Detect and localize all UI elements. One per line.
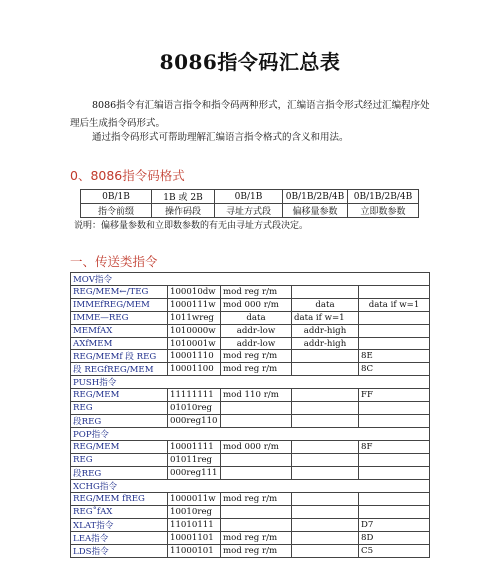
table-row bbox=[71, 544, 430, 557]
table-cell: 000reg110 bbox=[168, 415, 221, 428]
format-cell: 偏移量参数 bbox=[283, 204, 348, 218]
table-cell: 1000011w bbox=[168, 493, 221, 506]
table-cell: mod reg r/m bbox=[221, 286, 292, 299]
table-cell: AXfMEM bbox=[71, 337, 168, 350]
table-row bbox=[71, 505, 430, 518]
table-section-row bbox=[71, 273, 430, 286]
format-cell: 0B/1B/2B/4B bbox=[348, 190, 419, 204]
table-cell: 段REG bbox=[71, 415, 168, 428]
table-cell: 8F bbox=[359, 441, 430, 454]
table-cell: 段 REGfREG/MEM bbox=[71, 363, 168, 376]
table-cell: REG/MEM←/TEG bbox=[71, 286, 168, 299]
table-cell: REG/MEM bbox=[71, 389, 168, 402]
page-title: 8086指令码汇总表 bbox=[159, 50, 341, 74]
table-cell bbox=[221, 454, 292, 467]
table-cell: 1010000w bbox=[168, 324, 221, 337]
table-row bbox=[71, 518, 430, 531]
table-row bbox=[71, 286, 430, 299]
table-cell bbox=[292, 493, 359, 506]
table-cell bbox=[359, 311, 430, 324]
table-cell: 11000101 bbox=[168, 544, 221, 557]
table-cell: LEA指令 bbox=[71, 531, 168, 544]
table-cell: 10010reg bbox=[168, 505, 221, 518]
table-cell bbox=[221, 518, 292, 531]
table-cell: C5 bbox=[359, 544, 430, 557]
table-cell bbox=[292, 402, 359, 415]
table-cell bbox=[292, 350, 359, 363]
table-cell bbox=[359, 454, 430, 467]
table-cell: 100010dw bbox=[168, 286, 221, 299]
instruction-format-table bbox=[80, 189, 419, 218]
format-cell: 寻址方式段 bbox=[215, 204, 283, 218]
table-cell: data bbox=[292, 298, 359, 311]
table-cell: 01011reg bbox=[168, 454, 221, 467]
table-cell bbox=[359, 505, 430, 518]
table-cell bbox=[359, 286, 430, 299]
table-cell: mod reg r/m bbox=[221, 531, 292, 544]
table-cell bbox=[292, 531, 359, 544]
format-cell: 立即数参数 bbox=[348, 204, 419, 218]
table-section-row bbox=[71, 376, 430, 389]
table-cell bbox=[221, 402, 292, 415]
table-cell: REG/MEM fREG bbox=[71, 493, 168, 506]
table-cell: mod reg r/m bbox=[221, 544, 292, 557]
table-cell: 11111111 bbox=[168, 389, 221, 402]
table-section-row bbox=[71, 480, 430, 493]
table-cell bbox=[359, 493, 430, 506]
format-row-size bbox=[81, 190, 419, 204]
table-cell: REG/MEMf 段 REG bbox=[71, 350, 168, 363]
table-cell: XLAT指令 bbox=[71, 518, 168, 531]
table-cell: addr-high bbox=[292, 337, 359, 350]
table-cell bbox=[359, 337, 430, 350]
table-cell bbox=[221, 415, 292, 428]
table-row bbox=[71, 363, 430, 376]
intro-paragraph-1: 8086指令有汇编语言指令和指令码两种形式，汇编语言指令形式经过汇编程序处理后生成指令码形式。 bbox=[70, 100, 430, 129]
table-cell bbox=[292, 467, 359, 480]
format-cell: 0B/1B bbox=[215, 190, 283, 204]
table-cell bbox=[292, 389, 359, 402]
table-cell bbox=[292, 363, 359, 376]
table-cell: IMMEfREG/MEM bbox=[71, 298, 168, 311]
format-cell: 指令前缀 bbox=[81, 204, 152, 218]
table-cell: data if w=1 bbox=[292, 311, 359, 324]
table-cell: 10001100 bbox=[168, 363, 221, 376]
table-cell bbox=[292, 286, 359, 299]
table-cell: 1000111w bbox=[168, 298, 221, 311]
section-label: XCHG指令 bbox=[71, 480, 430, 493]
table-row bbox=[71, 531, 430, 544]
table-cell: 10001110 bbox=[168, 350, 221, 363]
table-cell bbox=[292, 505, 359, 518]
format-cell: 操作码段 bbox=[152, 204, 215, 218]
table-section-row bbox=[71, 428, 430, 441]
table-row bbox=[71, 389, 430, 402]
table-cell: addr-low bbox=[221, 337, 292, 350]
section-heading-format: 0、8086指令码格式 bbox=[70, 168, 185, 183]
table-row bbox=[71, 298, 430, 311]
table-cell: 段REG bbox=[71, 467, 168, 480]
table-row bbox=[71, 467, 430, 480]
table-cell bbox=[292, 415, 359, 428]
table-row bbox=[71, 441, 430, 454]
table-row bbox=[71, 311, 430, 324]
table-cell: addr-low bbox=[221, 324, 292, 337]
table-cell: 10001101 bbox=[168, 531, 221, 544]
format-cell: 0B/1B/2B/4B bbox=[283, 190, 348, 204]
table-cell bbox=[221, 467, 292, 480]
table-cell: REG/MEM bbox=[71, 441, 168, 454]
section-label: POP指令 bbox=[71, 428, 430, 441]
format-note: 说明：偏移量参数和立即数参数的有无由寻址方式段决定。 bbox=[74, 221, 309, 231]
table-cell bbox=[221, 505, 292, 518]
table-cell: mod reg r/m bbox=[221, 363, 292, 376]
table-cell: mod 000 r/m bbox=[221, 298, 292, 311]
format-cell: 1B 或 2B bbox=[152, 190, 215, 204]
table-cell: mod 000 r/m bbox=[221, 441, 292, 454]
table-row bbox=[71, 337, 430, 350]
table-cell bbox=[359, 324, 430, 337]
table-row bbox=[71, 402, 430, 415]
table-cell: 8D bbox=[359, 531, 430, 544]
table-cell: 11010111 bbox=[168, 518, 221, 531]
table-cell bbox=[292, 518, 359, 531]
table-cell: LDS指令 bbox=[71, 544, 168, 557]
table-cell: mod reg r/m bbox=[221, 350, 292, 363]
table-row bbox=[71, 493, 430, 506]
section-heading-transfer: 一、传送类指令 bbox=[70, 254, 158, 269]
format-row-field bbox=[81, 204, 419, 218]
table-row bbox=[71, 350, 430, 363]
table-cell: D7 bbox=[359, 518, 430, 531]
table-cell: mod 110 r/m bbox=[221, 389, 292, 402]
table-cell bbox=[359, 467, 430, 480]
format-cell: 0B/1B bbox=[81, 190, 152, 204]
transfer-instruction-table bbox=[70, 272, 430, 558]
table-cell: 1011wreg bbox=[168, 311, 221, 324]
table-cell: 01010reg bbox=[168, 402, 221, 415]
table-cell: REG˚fAX bbox=[71, 505, 168, 518]
intro-paragraph-2: 通过指令码形式可帮助理解汇编语言指令格式的含义和用法。 bbox=[92, 132, 349, 143]
table-cell: data if w=1 bbox=[359, 298, 430, 311]
table-row bbox=[71, 454, 430, 467]
table-cell: IMME—REG bbox=[71, 311, 168, 324]
table-cell: 8E bbox=[359, 350, 430, 363]
table-cell: FF bbox=[359, 389, 430, 402]
table-cell: 1010001w bbox=[168, 337, 221, 350]
table-cell bbox=[292, 441, 359, 454]
table-row bbox=[71, 324, 430, 337]
table-cell bbox=[292, 454, 359, 467]
table-cell: 000reg111 bbox=[168, 467, 221, 480]
section-label: MOV指令 bbox=[71, 273, 430, 286]
table-row bbox=[71, 415, 430, 428]
table-cell: addr-high bbox=[292, 324, 359, 337]
table-cell: REG bbox=[71, 402, 168, 415]
table-cell: 10001111 bbox=[168, 441, 221, 454]
section-label: PUSH指令 bbox=[71, 376, 430, 389]
table-cell: REG bbox=[71, 454, 168, 467]
table-cell: data bbox=[221, 311, 292, 324]
table-cell bbox=[359, 415, 430, 428]
table-cell bbox=[292, 544, 359, 557]
table-cell: MEMfAX bbox=[71, 324, 168, 337]
table-cell: 8C bbox=[359, 363, 430, 376]
table-cell: mod reg r/m bbox=[221, 493, 292, 506]
table-cell bbox=[359, 402, 430, 415]
